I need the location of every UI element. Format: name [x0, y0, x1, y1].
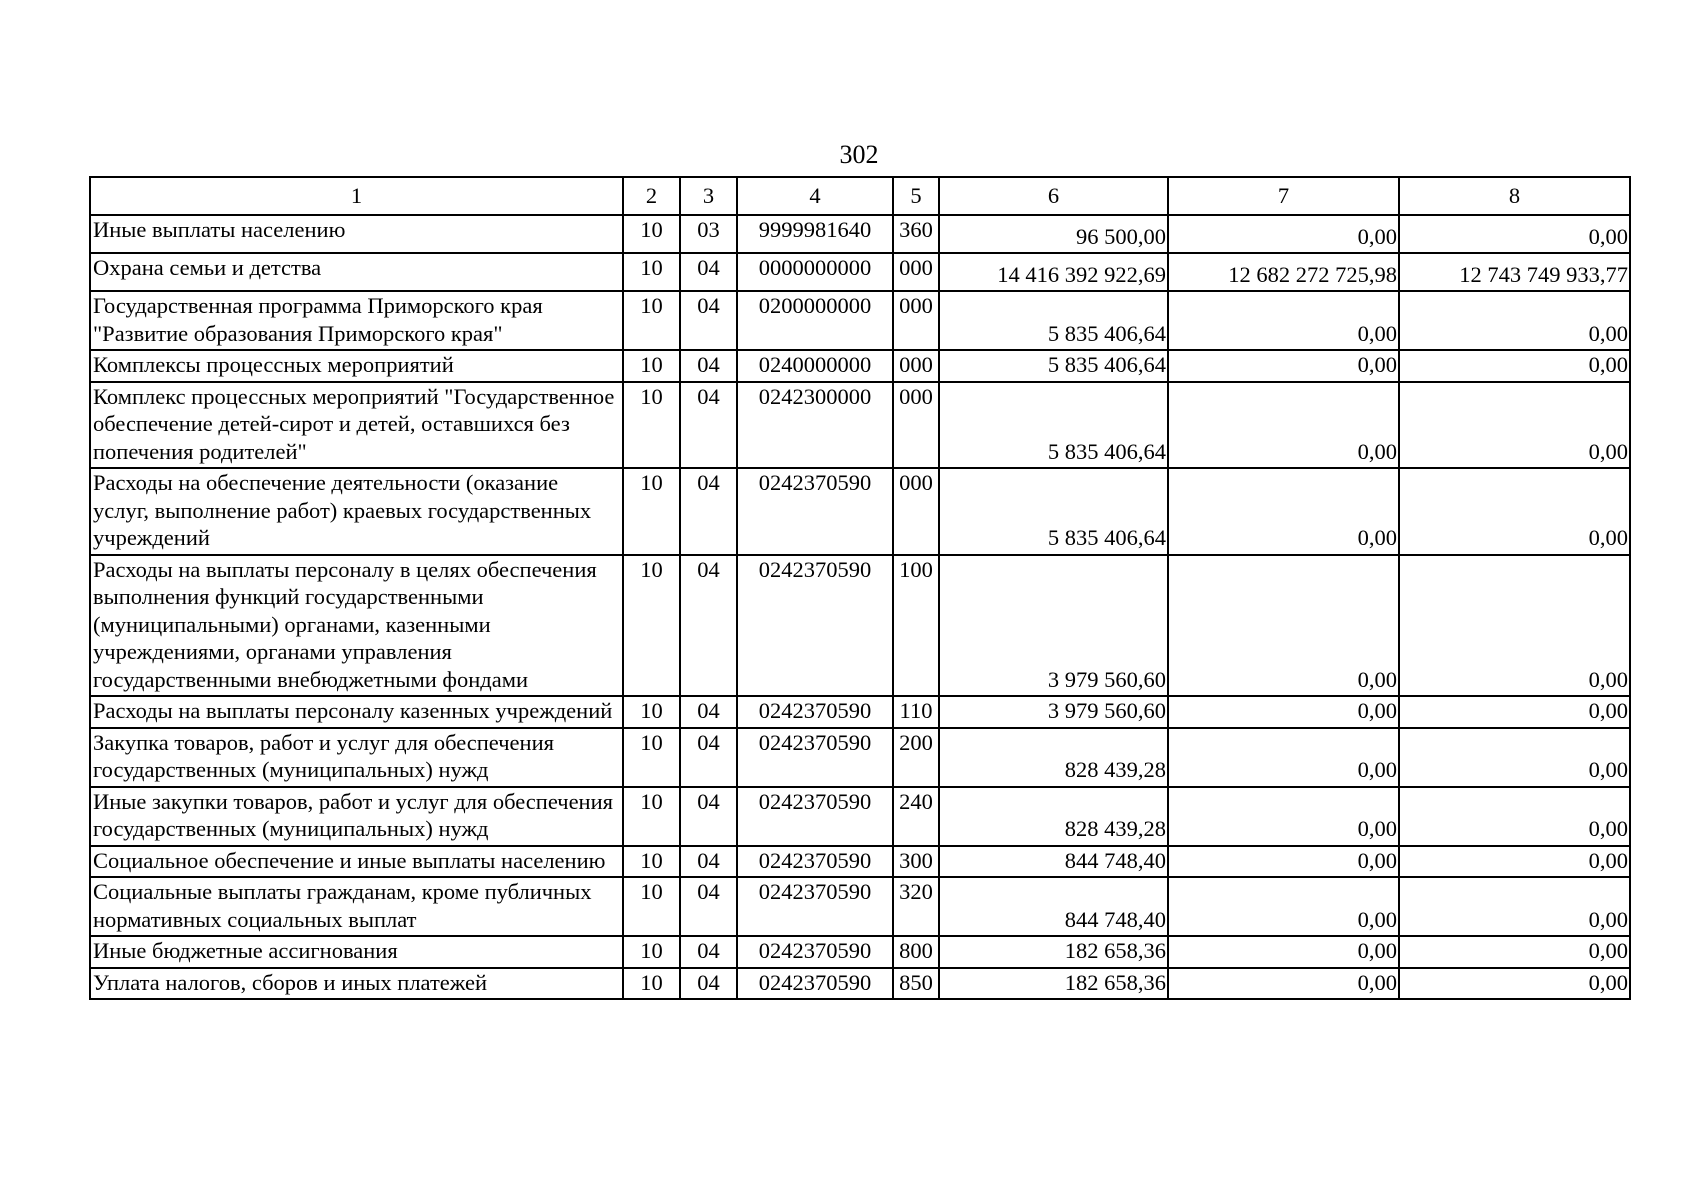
target-article-cell: 0242370590 [737, 787, 893, 846]
amount-col7-cell: 0,00 [1168, 468, 1399, 555]
amount-col7-cell: 0,00 [1168, 696, 1399, 728]
amount-col6-cell: 182 658,36 [939, 936, 1168, 968]
subsection-code-cell: 04 [680, 877, 737, 936]
expense-type-cell: 850 [893, 968, 939, 1000]
amount-col8-cell: 0,00 [1399, 877, 1630, 936]
amount-col6-cell: 14 416 392 922,69 [939, 253, 1168, 291]
section-code-cell: 10 [623, 382, 680, 469]
subsection-code-cell: 03 [680, 215, 737, 253]
table-row [90, 877, 1630, 936]
table-row [90, 350, 1630, 382]
row-name-cell: Иные закупки товаров, работ и услуг для обеспечения государственных (муниципальных) нужд [90, 787, 623, 846]
row-name-cell: Социальное обеспечение и иные выплаты населению [90, 846, 623, 878]
section-code-cell: 10 [623, 350, 680, 382]
amount-col7-cell: 0,00 [1168, 936, 1399, 968]
amount-col8-cell: 0,00 [1399, 468, 1630, 555]
amount-col6-cell: 844 748,40 [939, 846, 1168, 878]
amount-col7-cell: 0,00 [1168, 846, 1399, 878]
amount-col8-cell: 0,00 [1399, 555, 1630, 697]
amount-col7-cell: 0,00 [1168, 877, 1399, 936]
budget-table [89, 176, 1631, 1000]
amount-col7-cell: 0,00 [1168, 787, 1399, 846]
amount-col6-cell: 3 979 560,60 [939, 555, 1168, 697]
target-article-cell: 9999981640 [737, 215, 893, 253]
expense-type-cell: 800 [893, 936, 939, 968]
amount-col7-cell: 0,00 [1168, 350, 1399, 382]
section-code-cell: 10 [623, 696, 680, 728]
table-row [90, 468, 1630, 555]
subsection-code-cell: 04 [680, 253, 737, 291]
table-row [90, 696, 1630, 728]
section-code-cell: 10 [623, 787, 680, 846]
row-name-cell: Охрана семьи и детства [90, 253, 623, 291]
subsection-code-cell: 04 [680, 382, 737, 469]
table-row [90, 291, 1630, 350]
table-row [90, 968, 1630, 1000]
subsection-code-cell: 04 [680, 350, 737, 382]
expense-type-cell: 000 [893, 253, 939, 291]
section-code-cell: 10 [623, 846, 680, 878]
header-row [90, 177, 1630, 215]
expense-type-cell: 000 [893, 350, 939, 382]
target-article-cell: 0242370590 [737, 846, 893, 878]
expense-type-cell: 240 [893, 787, 939, 846]
section-code-cell: 10 [623, 555, 680, 697]
section-code-cell: 10 [623, 291, 680, 350]
row-name-cell: Закупка товаров, работ и услуг для обеспечения государственных (муниципальных) нужд [90, 728, 623, 787]
amount-col6-cell: 5 835 406,64 [939, 350, 1168, 382]
amount-col7-cell: 0,00 [1168, 555, 1399, 697]
subsection-code-cell: 04 [680, 936, 737, 968]
section-code-cell: 10 [623, 253, 680, 291]
row-name-cell: Государственная программа Приморского края "Развитие образования Приморского края" [90, 291, 623, 350]
target-article-cell: 0242370590 [737, 728, 893, 787]
table-row [90, 382, 1630, 469]
amount-col6-cell: 96 500,00 [939, 215, 1168, 253]
amount-col8-cell: 0,00 [1399, 787, 1630, 846]
table-row [90, 215, 1630, 253]
column-header: 4 [737, 177, 893, 215]
expense-type-cell: 320 [893, 877, 939, 936]
table-row [90, 846, 1630, 878]
column-header: 7 [1168, 177, 1399, 215]
amount-col6-cell: 3 979 560,60 [939, 696, 1168, 728]
target-article-cell: 0000000000 [737, 253, 893, 291]
amount-col8-cell: 0,00 [1399, 382, 1630, 469]
amount-col8-cell: 0,00 [1399, 968, 1630, 1000]
expense-type-cell: 200 [893, 728, 939, 787]
target-article-cell: 0242300000 [737, 382, 893, 469]
row-name-cell: Расходы на выплаты персоналу в целях обеспечения выполнения функций государственными (муниципальными) органами, казенными учреждениями, органами управления государственными внебюджетными фондами [90, 555, 623, 697]
expense-type-cell: 360 [893, 215, 939, 253]
row-name-cell: Расходы на выплаты персоналу казенных учреждений [90, 696, 623, 728]
section-code-cell: 10 [623, 215, 680, 253]
row-name-cell: Социальные выплаты гражданам, кроме публичных нормативных социальных выплат [90, 877, 623, 936]
amount-col7-cell: 0,00 [1168, 291, 1399, 350]
row-name-cell: Иные бюджетные ассигнования [90, 936, 623, 968]
target-article-cell: 0242370590 [737, 968, 893, 1000]
subsection-code-cell: 04 [680, 728, 737, 787]
amount-col6-cell: 5 835 406,64 [939, 468, 1168, 555]
subsection-code-cell: 04 [680, 291, 737, 350]
amount-col6-cell: 828 439,28 [939, 787, 1168, 846]
target-article-cell: 0200000000 [737, 291, 893, 350]
row-name-cell: Уплата налогов, сборов и иных платежей [90, 968, 623, 1000]
section-code-cell: 10 [623, 468, 680, 555]
row-name-cell: Расходы на обеспечение деятельности (оказание услуг, выполнение работ) краевых государственных учреждений [90, 468, 623, 555]
subsection-code-cell: 04 [680, 846, 737, 878]
column-header: 5 [893, 177, 939, 215]
subsection-code-cell: 04 [680, 968, 737, 1000]
expense-type-cell: 300 [893, 846, 939, 878]
subsection-code-cell: 04 [680, 555, 737, 697]
amount-col6-cell: 5 835 406,64 [939, 382, 1168, 469]
column-header: 6 [939, 177, 1168, 215]
amount-col7-cell: 12 682 272 725,98 [1168, 253, 1399, 291]
amount-col8-cell: 0,00 [1399, 215, 1630, 253]
amount-col8-cell: 0,00 [1399, 728, 1630, 787]
amount-col7-cell: 0,00 [1168, 968, 1399, 1000]
amount-col7-cell: 0,00 [1168, 382, 1399, 469]
section-code-cell: 10 [623, 877, 680, 936]
amount-col7-cell: 0,00 [1168, 215, 1399, 253]
amount-col8-cell: 0,00 [1399, 846, 1630, 878]
subsection-code-cell: 04 [680, 787, 737, 846]
target-article-cell: 0242370590 [737, 877, 893, 936]
target-article-cell: 0242370590 [737, 936, 893, 968]
expense-type-cell: 000 [893, 382, 939, 469]
column-header: 2 [623, 177, 680, 215]
page-number: 302 [839, 140, 879, 169]
expense-type-cell: 000 [893, 291, 939, 350]
target-article-cell: 0242370590 [737, 696, 893, 728]
expense-type-cell: 100 [893, 555, 939, 697]
amount-col7-cell: 0,00 [1168, 728, 1399, 787]
table-row [90, 555, 1630, 697]
amount-col8-cell: 0,00 [1399, 291, 1630, 350]
subsection-code-cell: 04 [680, 696, 737, 728]
amount-col6-cell: 182 658,36 [939, 968, 1168, 1000]
column-header: 3 [680, 177, 737, 215]
table-body [90, 215, 1630, 999]
expense-type-cell: 000 [893, 468, 939, 555]
section-code-cell: 10 [623, 728, 680, 787]
row-name-cell: Иные выплаты населению [90, 215, 623, 253]
table-row [90, 936, 1630, 968]
expense-type-cell: 110 [893, 696, 939, 728]
column-header: 1 [90, 177, 623, 215]
row-name-cell: Комплексы процессных мероприятий [90, 350, 623, 382]
target-article-cell: 0242370590 [737, 468, 893, 555]
amount-col6-cell: 5 835 406,64 [939, 291, 1168, 350]
table-row [90, 728, 1630, 787]
column-header: 8 [1399, 177, 1630, 215]
subsection-code-cell: 04 [680, 468, 737, 555]
table-row [90, 253, 1630, 291]
row-name-cell: Комплекс процессных мероприятий "Государственное обеспечение детей-сирот и детей, оставшихся без попечения родителей" [90, 382, 623, 469]
amount-col8-cell: 12 743 749 933,77 [1399, 253, 1630, 291]
section-code-cell: 10 [623, 936, 680, 968]
amount-col6-cell: 828 439,28 [939, 728, 1168, 787]
target-article-cell: 0240000000 [737, 350, 893, 382]
target-article-cell: 0242370590 [737, 555, 893, 697]
table-row [90, 787, 1630, 846]
amount-col8-cell: 0,00 [1399, 936, 1630, 968]
section-code-cell: 10 [623, 968, 680, 1000]
amount-col8-cell: 0,00 [1399, 350, 1630, 382]
amount-col6-cell: 844 748,40 [939, 877, 1168, 936]
amount-col8-cell: 0,00 [1399, 696, 1630, 728]
